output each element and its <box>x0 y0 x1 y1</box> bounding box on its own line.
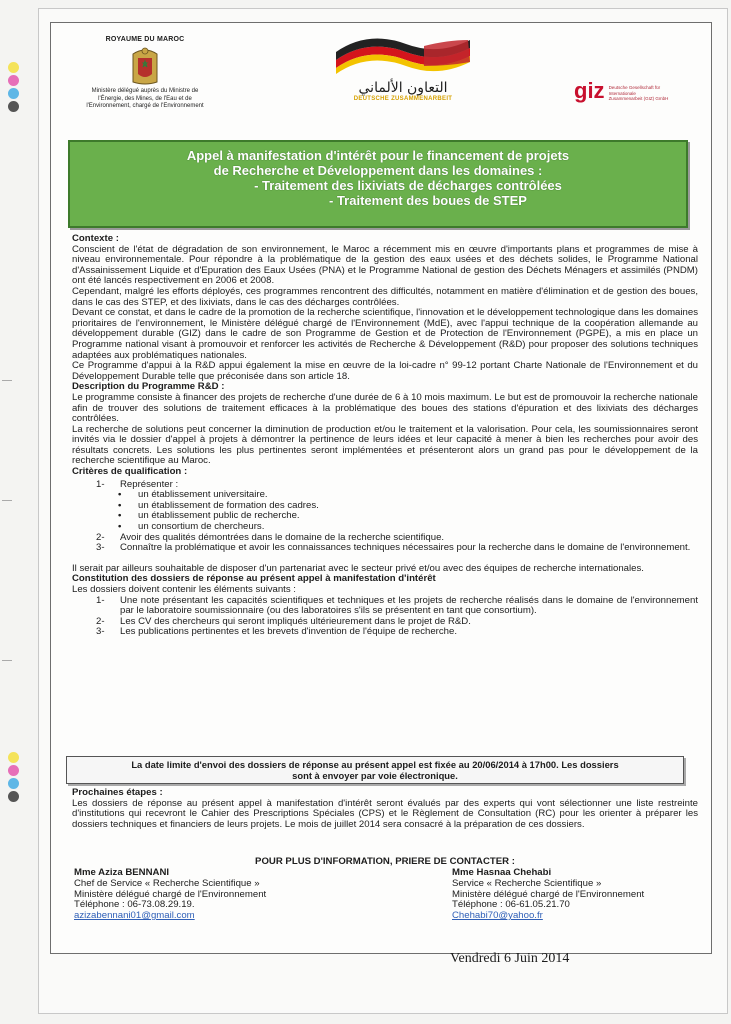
section-heading-description: Description du Programme R&D : <box>72 381 225 393</box>
banner-line: Appel à manifestation d'intérêt pour le financement de projets <box>186 148 570 163</box>
kingdom-title: ROYAUME DU MAROC <box>105 36 185 43</box>
section-heading-criteria: Critères de qualification : <box>72 466 188 478</box>
contact-role: Service « Recherche Scientifique » <box>452 877 602 889</box>
margin-mark <box>2 660 12 661</box>
margin-mark <box>2 380 12 381</box>
list-number: 3- <box>96 542 105 554</box>
print-registration-marks <box>8 62 19 114</box>
contact-org: Ministère délégué chargé de l'Environnement <box>452 888 645 900</box>
margin-mark <box>2 500 12 501</box>
next-steps-section <box>72 788 698 830</box>
list-number: 1- <box>96 478 105 490</box>
contact-phone: Téléphone : 06-73.08.29.19. <box>74 899 195 911</box>
contact-card-right <box>452 868 644 922</box>
list-item <box>72 596 698 617</box>
bullet-item: • un établissement universitaire. <box>72 490 698 501</box>
paragraph: Cependant, malgré les efforts déployés, ces programmes rencontrent des difficultés, notamment en matière d'élimination et de gestion des boues, dans le cas des STEP, et des lixiviats, dans le cas des décharges contrôlées. <box>72 285 698 308</box>
banner-line: - Traitement des boues de STEP <box>329 193 527 208</box>
coat-of-arms-icon <box>127 46 163 86</box>
cooperation-arabic: التعاون الألماني <box>358 80 448 96</box>
giz-tagline: Deutsche Gesellschaft für Internationale Zusammenarbeit (GIZ) GmbH <box>608 85 669 101</box>
contact-role: Chef de Service « Recherche Scientifique » <box>74 877 260 889</box>
list-text: Connaître la problématique et avoir les connaissances techniques nécessaires pour la recherche dans le domaine de l'environnement. <box>120 542 691 554</box>
paragraph: Conscient de l'état de dégradation de son environnement, le Maroc a récemment mis en œuvre d'importants plans et programmes de mise à niveau environnementale. Pour répondre à la problématique de la gestion des eaux usées et des déchets solides, le Programme National d'Assainissement Liquide et d'Epuration des Eaux Usées (PNA) et le Programme National de gestion des Déchets Ménagers et assimilés (PNDM) ont été lancés respectivement en 2006 et 2008. <box>72 243 698 287</box>
call-title-banner <box>68 140 688 228</box>
cooperation-german: DEUTSCHE ZUSAMMENARBEIT <box>353 96 453 102</box>
list-text: Les publications pertinentes et les brevets d'invention de l'équipe de recherche. <box>120 626 457 638</box>
dossier-list <box>72 596 698 638</box>
giz-wordmark: giz <box>574 78 605 103</box>
announcement-body <box>72 234 698 638</box>
bullet-item: • un établissement public de recherche. <box>72 511 698 522</box>
paragraph: La recherche de solutions peut concerner la diminution de production et/ou le traitement et la valorisation. Pour cela, les soumissionnaires seront invités via le dossier d'appel à projets à démontrer la pertinence de leurs idées et leur capacité à mener à bien les recherches pour avoir des résultats concrets. Les solutions les plus pertinentes seront implémentées et présenteront alors un grand pas pour le développement de la recherche scientifique au Maroc. <box>72 423 698 467</box>
list-item <box>72 627 698 638</box>
ministry-name: Ministère délégué auprès du Ministre de l'Énergie, des Mines, de l'Eau et de l'Environnement, chargé de l'Environnement <box>86 88 204 109</box>
print-registration-marks-bottom <box>8 752 19 804</box>
banner-line: - Traitement des lixiviats de décharges contrôlées <box>254 178 562 193</box>
list-text: Les CV des chercheurs qui seront impliqués ultérieurement dans le projet de R&D. <box>120 615 471 627</box>
deadline-line: sont à envoyer par voie électronique. <box>292 770 458 781</box>
paragraph: Le programme consiste à financer des projets de recherche d'une durée de 6 à 10 mois maximum. Le but est de promouvoir la recherche nationale afin de trouver des solutions de traitement efficaces à la problématique des boues des stations d'épuration et des lixiviats des décharges contrôlées. <box>72 391 698 425</box>
contact-name: Mme Hasnaa Chehabi <box>452 867 552 878</box>
paragraph: Il serait par ailleurs souhaitable de disposer d'un partenariat avec le secteur privé et/ou avec des équipes de recherche internationales. <box>72 562 644 574</box>
bullet-item: • un établissement de formation des cadres. <box>72 501 698 512</box>
paragraph: Devant ce constat, et dans le cadre de la promotion de la recherche scientifique, l'innovation et le développement technologique dans les domaines prioritaires de l'environnement, le Ministère délégué chargé de l'Environnement (MdE), avec l'appui technique de la coopération allemande au développement durable (GIZ) dans le cadre de son Programme de Gestion et de Protection de l'Environnement (PGPE), a mis en place un Programme national visant à promouvoir et renforcer les activités de Recherche & Développement (R&D) pour proposer des solutions techniques adaptées aux problématiques nationales. <box>72 307 698 361</box>
contact-org: Ministère délégué chargé de l'Environnement <box>74 888 267 900</box>
contact-card-left <box>74 868 266 922</box>
list-number: 1- <box>96 594 105 606</box>
bullet-list <box>72 490 698 532</box>
bullet-item: • un consortium de chercheurs. <box>72 522 698 533</box>
section-heading-dossiers: Constitution des dossiers de réponse au présent appel à manifestation d'intérêt <box>72 573 436 585</box>
list-text: Représenter : <box>120 478 179 490</box>
deadline-box <box>66 756 684 784</box>
flag-wave-icon <box>328 36 478 78</box>
paragraph: Ce Programme d'appui à la R&D appui également la mise en œuvre de la loi-cadre n° 99-12 portant Charte Nationale de l'Environnement et du Développement Durable telle que préconisée dans son article 18. <box>72 360 698 382</box>
publication-date: Vendredi 6 Juin 2014 <box>450 951 570 966</box>
section-heading-context: Contexte : <box>72 233 119 244</box>
list-number: 3- <box>96 626 105 638</box>
deadline-line: La date limite d'envoi des dossiers de réponse au présent appel est fixée au 20/06/2014 à 17h00. Les dossiers <box>131 759 619 770</box>
banner-line: de Recherche et Développement dans les domaines : <box>213 163 543 178</box>
section-heading-next-steps: Prochaines étapes : <box>72 787 163 798</box>
contact-email-link[interactable]: Chehabi70@yahoo.fr <box>452 910 543 922</box>
list-item <box>72 543 698 554</box>
giz-logo <box>574 80 684 102</box>
contact-heading: POUR PLUS D'INFORMATION, PRIERE DE CONTACTER : <box>255 856 515 867</box>
list-text: Une note présentant les capacités scientifiques et techniques et les projets de recherche réalisés dans le domaine de l'environnement par le laboratoire soumissionnaire (ou des laboratoires s'ils se présentent en tant que consortium). <box>120 594 698 617</box>
contact-email-link[interactable]: azizabennani01@gmail.com <box>74 910 195 922</box>
list-number: 2- <box>96 615 105 627</box>
list-text: Avoir des qualités démontrées dans le domaine de la recherche scientifique. <box>120 531 445 543</box>
list-number: 2- <box>96 531 105 543</box>
moroccan-ministry-header <box>80 36 210 111</box>
contact-name: Mme Aziza BENNANI <box>74 867 170 878</box>
criteria-list-continued <box>72 533 698 554</box>
contact-phone: Téléphone : 06-61.05.21.70 <box>452 899 570 911</box>
paragraph: Les dossiers doivent contenir les éléments suivants : <box>72 584 296 595</box>
german-cooperation-logo <box>328 36 478 102</box>
paragraph: Les dossiers de réponse au présent appel à manifestation d'intérêt seront évalués par des experts qui vont sélectionner une liste restreinte d'institutions qui recevront le Cahier des Prescriptions Spéciales (CPS) et le Règlement de Consultation (RC) pour les orienter à préparer les dossiers techniques et financiers de leurs projets. Le mois de juillet 2014 sera consacré à la préparation de ces dossiers. <box>72 797 698 830</box>
